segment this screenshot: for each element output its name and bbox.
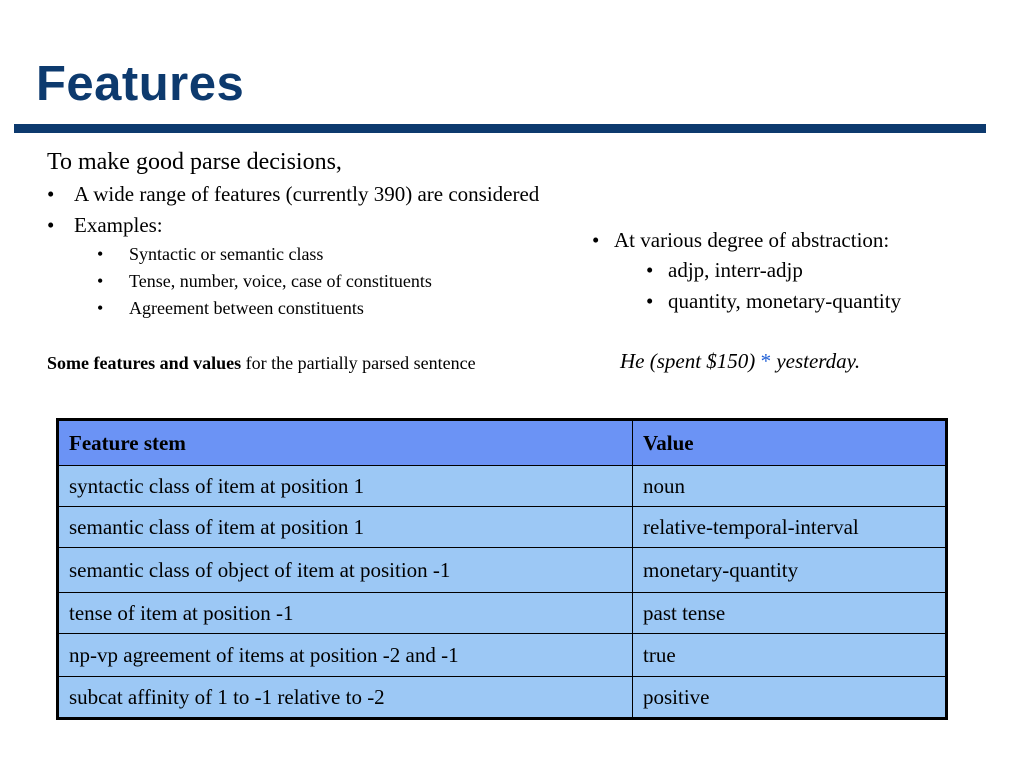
column-header-feature-stem: Feature stem <box>58 420 633 466</box>
sub-bullet-text: Syntactic or semantic class <box>129 244 324 264</box>
bullet-glyph: • <box>646 289 654 313</box>
abstraction-heading <box>592 227 889 253</box>
bullet-glyph: • <box>97 298 104 318</box>
bullet-glyph: • <box>47 182 55 206</box>
table-caption <box>47 352 476 374</box>
bullet-glyph: • <box>592 228 600 252</box>
sub-bullet-item <box>97 270 432 292</box>
sub-bullet-item <box>97 243 323 265</box>
bullet-glyph: • <box>97 244 104 264</box>
table-row <box>58 634 947 677</box>
caption-bold: Some features and values <box>47 353 242 373</box>
value-cell: noun <box>633 466 947 507</box>
table-header-row <box>58 420 947 466</box>
table-row <box>58 548 947 593</box>
sub-bullet-text: Agreement between constituents <box>129 298 364 318</box>
feature-stem-cell: np-vp agreement of items at position -2 and -1 <box>58 634 633 677</box>
sentence-after: yesterday. <box>771 349 861 373</box>
bullet-glyph: • <box>47 213 55 237</box>
example-sentence <box>620 348 860 374</box>
features-table <box>56 418 948 720</box>
parse-position-marker: * <box>760 349 772 373</box>
bullet-text: Examples: <box>74 213 163 237</box>
table-row <box>58 677 947 719</box>
abstraction-heading-text: At various degree of abstraction: <box>614 228 890 252</box>
feature-stem-cell: semantic class of item at position 1 <box>58 507 633 548</box>
sentence-before: He (spent $150) <box>620 349 761 373</box>
value-cell: monetary-quantity <box>633 548 947 593</box>
intro-text: To make good parse decisions, <box>47 149 342 175</box>
table-row <box>58 593 947 634</box>
feature-stem-cell: semantic class of object of item at position -1 <box>58 548 633 593</box>
feature-stem-cell: syntactic class of item at position 1 <box>58 466 633 507</box>
table-row <box>58 466 947 507</box>
abstraction-item <box>646 257 803 283</box>
column-header-value: Value <box>633 420 947 466</box>
value-cell: relative-temporal-interval <box>633 507 947 548</box>
sub-bullet-item <box>97 297 364 319</box>
abstraction-item-text: quantity, monetary-quantity <box>668 289 902 313</box>
feature-stem-cell: tense of item at position -1 <box>58 593 633 634</box>
slide-title: Features <box>36 57 245 111</box>
bullet-item <box>47 181 539 207</box>
value-cell: positive <box>633 677 947 719</box>
bullet-text: A wide range of features (currently 390) are considered <box>74 182 540 206</box>
value-cell: past tense <box>633 593 947 634</box>
value-cell: true <box>633 634 947 677</box>
abstraction-item <box>646 288 901 314</box>
bullet-glyph: • <box>97 271 104 291</box>
feature-stem-cell: subcat affinity of 1 to -1 relative to -2 <box>58 677 633 719</box>
abstraction-item-text: adjp, interr-adjp <box>668 258 803 282</box>
sub-bullet-text: Tense, number, voice, case of constituents <box>129 271 432 291</box>
bullet-item <box>47 212 163 238</box>
table-row <box>58 507 947 548</box>
title-divider <box>14 124 986 133</box>
bullet-glyph: • <box>646 258 654 282</box>
caption-rest: for the partially parsed sentence <box>241 353 476 373</box>
